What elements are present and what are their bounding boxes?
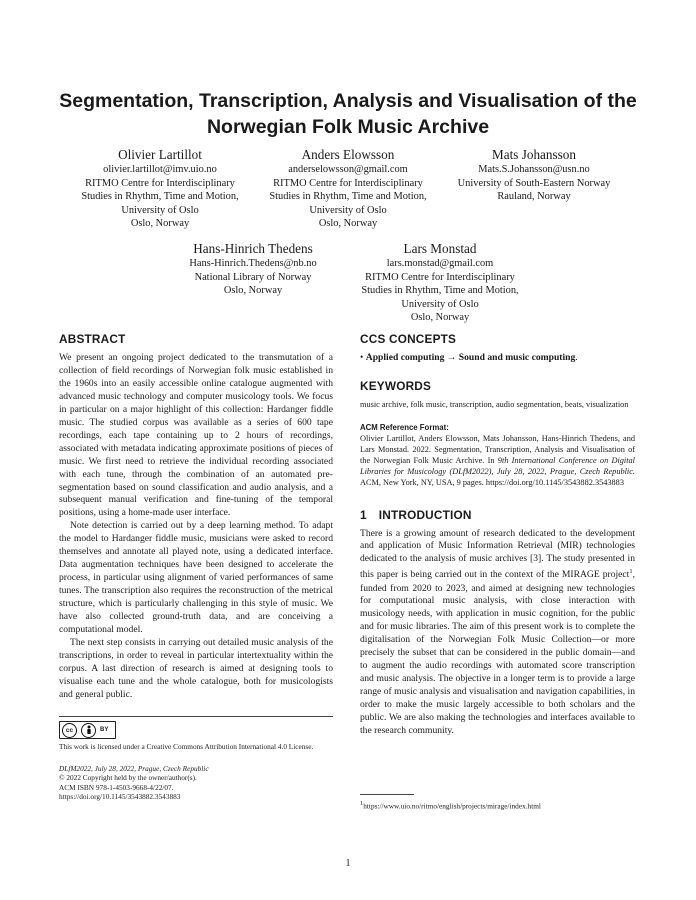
intro-heading (360, 507, 635, 523)
page-number: 1 (345, 858, 351, 869)
author-name: Lars Monstad (403, 241, 477, 256)
by-label: BY (100, 727, 109, 733)
author-affiliation: RITMO Centre for Interdisciplinary (365, 271, 515, 283)
divider (59, 716, 333, 717)
abstract-heading: ABSTRACT (59, 332, 126, 346)
author-email: Hans-Hinrich.Thedens@nb.no (189, 258, 317, 269)
author-affiliation: Oslo, Norway (223, 285, 283, 297)
author-name: Hans-Hinrich Thedens (193, 241, 313, 256)
keywords-text: music archive, folk music, transcription, audio segmentation, beats, visualization (360, 399, 629, 409)
cc-by-license-badge[interactable] (59, 721, 116, 739)
author-affiliation: University of Oslo (121, 204, 199, 216)
intro-paragraph: There is a growing amount of research dedicated to the development and application of Music Information Retrieval (MIR) technologies dedicated to the analysis of music archives [3]. The study presented in this paper is being carried out in the context of the MIRAGE project$^1$, funded from 2020 to 2023, and aimed at designing new technologies for computational music analysis, with close interaction with musicology needs, with application in music cognition, for the public and for music libraries. The aim of this present work is to complete the digitalisation of the Norwegian Folk Music Collection—or more precisely the subset that can be considered in the public domain—and to augment the audio recordings with automated score transcription and music analysis. The objective in a longer term is to provide a large range of music analysis and visualisation and navigation capabilities, in order to make the music largely accessible to both scholars and the public. We are also making the technologies and interfaces available to the research community. (360, 527, 635, 736)
acm-reference-heading: ACM Reference Format: (360, 423, 449, 433)
attribution-person-icon (81, 723, 96, 738)
author-email: Mats.S.Johansson@usn.no (478, 164, 590, 175)
author-affiliation: Oslo, Norway (318, 218, 378, 230)
author-affiliation: Studies in Rhythm, Time and Motion, (361, 285, 519, 297)
author-affiliation: Rauland, Norway (497, 191, 571, 203)
cc-icon: cc (62, 723, 77, 738)
section-number: 1 (360, 507, 367, 522)
author-affiliation: Oslo, Norway (130, 218, 190, 230)
isbn-line: ACM ISBN 978-1-4503-9668-4/22/07. (59, 782, 174, 792)
ccs-concept-text: Applied computing → Sound and music computing (365, 352, 576, 363)
abstract-paragraph: The next step consists in carrying out detailed music analysis of the transcriptions, in order to reveal in particular intertextuality within the corpus. A last direction of research is aimed at designing tools to visualise each tune and the whole catalogue, both for musicologists and general public. (59, 636, 333, 700)
author-email: lars.monstad@gmail.com (386, 258, 494, 269)
author-affiliation: Oslo, Norway (410, 312, 470, 324)
author-affiliation: National Library of Norway (194, 271, 312, 283)
author-affiliation: University of South-Eastern Norway (457, 177, 611, 189)
author-affiliation: RITMO Centre for Interdisciplinary (85, 177, 235, 189)
ccs-heading: CCS CONCEPTS (360, 332, 457, 346)
author-affiliation: University of Oslo (309, 204, 387, 216)
author-block (248, 146, 448, 231)
right-column (360, 331, 635, 738)
left-column (59, 331, 333, 702)
author-email: olivier.lartillot@imv.uio.no (103, 164, 217, 175)
doi-link[interactable]: https://doi.org/10.1145/3543882.3543883 (59, 792, 181, 802)
section-title: INTRODUCTION (378, 507, 472, 522)
license-text: This work is licensed under a Creative Commons Attribution International 4.0 License. (59, 742, 314, 751)
footnote-marker[interactable]: 1 (629, 568, 633, 576)
acm-reference-text: Olivier Lartillot, Anders Elowsson, Mats Johansson, Hans-Hinrich Thedens, and Lars Monstad. 2022. Segmentation, Transcription, Analysis and Visualisation of the Norwegian Folk Music Archive. In 9th International Conference on Digital Libraries for Musicology (DLfM2022), July 28, 2022, Prague, Czech Republic. ACM, New York, NY, USA, 9 pages. https://doi.org/10.1145/3543882.3543883 (360, 434, 635, 488)
footnote-divider (360, 794, 414, 795)
title-line-2: Norwegian Folk Music Archive (206, 116, 490, 138)
author-block (153, 240, 353, 298)
footnote-text: $^1$https://www.uio.no/ritmo/english/projects/mirage/index.html (360, 800, 541, 811)
author-name: Olivier Lartillot (118, 147, 202, 162)
abstract-paragraph: Note detection is carried out by a deep learning method. To adapt the model to Hardanger fiddle music, musicians were asked to record themselves and annotate all played note, using a dedicated interface. Data augmentation techniques have been designed to accelerate the process, in particular using alignment of varied performances of same tunes. The transcription also requires the reconstruction of the metrical structure, which is particularly challenging in this style of music. We have also collected ground-truth data, and are conceiving a computational model. (59, 520, 333, 636)
author-name: Anders Elowsson (301, 147, 395, 162)
author-affiliation: Studies in Rhythm, Time and Motion, (81, 191, 239, 203)
paper-title (40, 88, 656, 140)
license-block (59, 716, 333, 802)
ccs-concepts: • Applied computing → Sound and music computing. (360, 352, 578, 363)
author-affiliation: University of Oslo (401, 298, 479, 310)
copyright-line: © 2022 Copyright held by the owner/author(s). (59, 773, 197, 783)
author-affiliation: RITMO Centre for Interdisciplinary (273, 177, 423, 189)
abstract-paragraph: We present an ongoing project dedicated to the transmutation of a collection of field recordings of Norwegian folk music established in the 1960s into an easily accessible online catalogue augmented with advanced music technology and computer musicology tools. We focus in particular on a major highlight of this collection: Hardanger fiddle music. The studied corpus was available as a series of 600 tape recordings, each tape containing up to 2 hours of recordings, associated with metadata indicating approximate positions of pieces of music. We first need to retrieve the individual recording associated with each tune, through the combination of an automated pre-segmentation based on sound classification and audio analysis, and a subsequent manual verification and fine-tuning of the temporal positions, using a home-made user interface. (59, 352, 333, 519)
bullet: • (360, 352, 364, 363)
footnote-link[interactable]: https://www.uio.no/ritmo/english/projects/mirage/index.html (363, 801, 541, 811)
footnote (360, 794, 635, 811)
keywords-heading: KEYWORDS (360, 378, 432, 393)
venue-line: DLfM2022, July 28, 2022, Prague, Czech Republic (59, 763, 209, 773)
author-block (60, 146, 260, 231)
author-block (434, 146, 634, 204)
author-affiliation: Studies in Rhythm, Time and Motion, (269, 191, 427, 203)
title-line-1: Segmentation, Transcription, Analysis and Visualisation of the (59, 90, 637, 112)
author-block (340, 240, 540, 325)
author-name: Mats Johansson (492, 147, 576, 162)
author-email: anderselowsson@gmail.com (288, 164, 408, 175)
